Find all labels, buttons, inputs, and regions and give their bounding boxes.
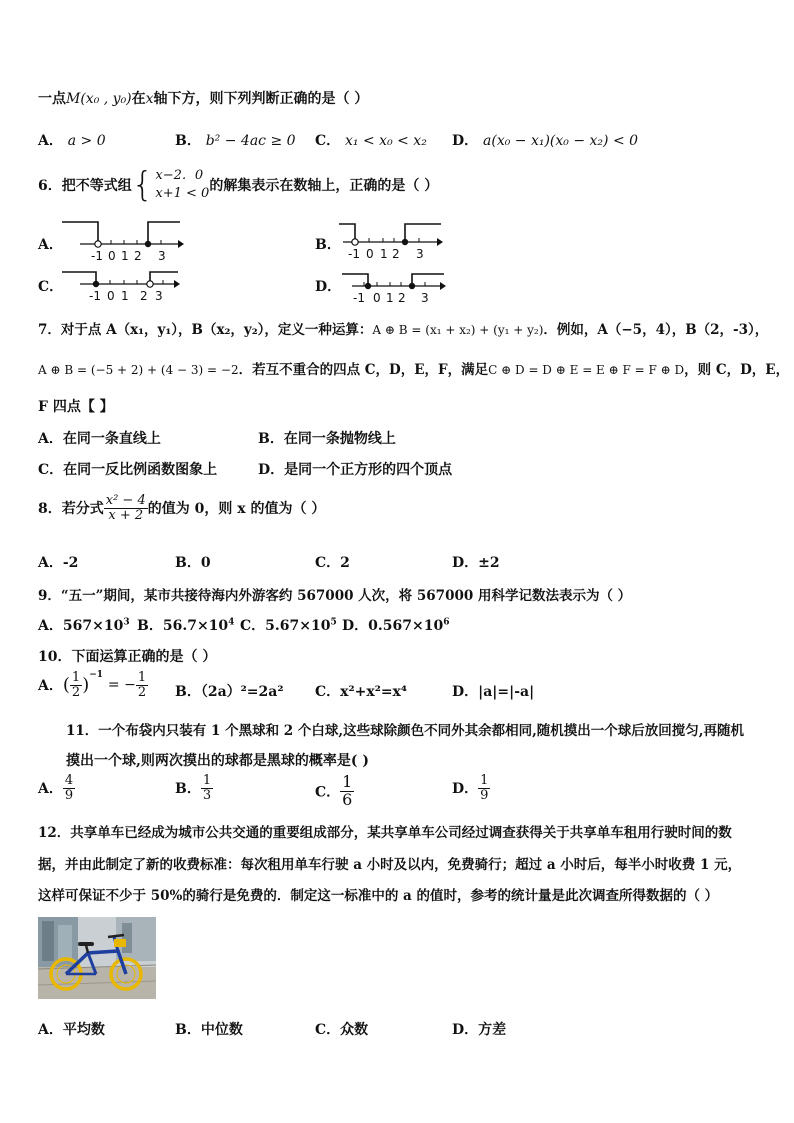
q11-line-1: 11．一个布袋内只装有 1 个黑球和 2 个白球,这些球除颜色不同外其余都相同,随机摸出一个球后放回搅匀,再随机 xyxy=(66,723,744,739)
q10-option-d[interactable]: D．|a|=|-a| xyxy=(452,684,535,700)
fraction-numerator: 1 xyxy=(342,772,353,791)
q6-number-line-c xyxy=(60,266,185,304)
q12-line-2: 据，并由此制定了新的收费标准：每次租用单车行驶 a 小时及以内，免费骑行；超过 a 小时后，每半小时收费 1 元， xyxy=(38,857,742,873)
q6-stem xyxy=(38,167,438,203)
option-label: C． xyxy=(315,1022,341,1038)
q8-option-c[interactable] xyxy=(315,552,350,572)
fraction-denominator: 9 xyxy=(480,787,489,803)
option-text: 0.567×10 xyxy=(368,618,444,634)
equals-sign: = − xyxy=(107,677,136,693)
fraction-denominator: 9 xyxy=(64,787,74,803)
option-text: 平均数 xyxy=(62,1022,105,1038)
option-text: 5.67×10 xyxy=(265,618,331,634)
q7-text: ，则 C，D，E， xyxy=(684,362,790,378)
q8-option-a[interactable] xyxy=(38,552,78,572)
bike-image xyxy=(38,917,156,999)
q10-stem: 10．下面运算正确的是（ ） xyxy=(38,649,217,665)
fraction-denominator: x + 2 xyxy=(108,507,144,523)
q12-option-d[interactable] xyxy=(452,1019,506,1039)
option-text: 众数 xyxy=(340,1022,369,1038)
axis-arrow-icon xyxy=(178,240,184,248)
q8-fraction xyxy=(104,494,148,522)
tick-label: 1 xyxy=(121,289,129,303)
option-fraction xyxy=(201,774,213,802)
option-label: D． xyxy=(452,1022,479,1038)
option-label: D． xyxy=(452,555,479,571)
option-label: B． xyxy=(137,618,163,634)
option-label: D． xyxy=(342,618,369,634)
q7-line-1 xyxy=(38,318,768,338)
tick-label: 3 xyxy=(421,291,429,305)
option-exponent: 6 xyxy=(443,617,450,628)
tick-label: 1 xyxy=(121,249,129,263)
q7-option-a[interactable] xyxy=(38,428,161,448)
option-text: 在同一条抛物线上 xyxy=(283,431,396,447)
option-fraction xyxy=(340,774,354,809)
option-label: A． xyxy=(38,678,63,694)
q7-option-d[interactable] xyxy=(258,459,452,479)
fraction-denominator: 6 xyxy=(342,789,353,809)
option-fraction xyxy=(478,774,490,802)
q7-option-b[interactable] xyxy=(258,428,396,448)
solution-bracket-right xyxy=(412,274,444,286)
q5-x-var: x xyxy=(145,91,154,107)
solid-point-icon xyxy=(145,241,151,247)
option-text: a > 0 xyxy=(67,133,106,149)
option-label: B． xyxy=(175,133,201,149)
q6-number-line-b xyxy=(337,222,447,264)
open-point-icon xyxy=(352,239,358,245)
q12-option-b[interactable] xyxy=(175,1019,243,1039)
tick-label: -1 xyxy=(91,249,103,263)
q12-line-3: 这样可保证不少于 50%的骑行是免费的．制定这一标准中的 a 的值时，参考的统计量是此次调查所得数据的（ ） xyxy=(38,888,719,904)
q11-line-2: 摸出一个球,则两次摸出的球都是黑球的概率是( ) xyxy=(66,753,369,769)
q6-label-d[interactable]: D． xyxy=(315,279,342,295)
tick-label: 3 xyxy=(158,249,166,263)
q5-option-a[interactable] xyxy=(38,130,106,150)
q11-option-a[interactable] xyxy=(38,774,75,802)
q5-option-d[interactable] xyxy=(452,130,638,150)
option-text: 在同一条直线上 xyxy=(62,431,161,447)
tick-label: 2 xyxy=(392,247,400,261)
q7-line-2 xyxy=(38,358,789,378)
option-text: 在同一反比例函数图象上 xyxy=(63,462,218,478)
option-label: D． xyxy=(258,462,285,478)
option-label: D． xyxy=(452,133,479,149)
option-label: B． xyxy=(175,1022,201,1038)
fraction-numerator: 4 xyxy=(64,773,74,788)
q5-stem-a: 一点 xyxy=(38,91,66,107)
solid-point-icon xyxy=(402,239,408,245)
q9-stem: 9．“五一”期间，某市共接待海内外游客约 567000 人次，将 567000 用科学记数法表示为（ ） xyxy=(38,588,632,604)
option-label: C． xyxy=(315,784,341,801)
inequality-row-1: x−2．0 xyxy=(155,168,204,183)
option-text: 2 xyxy=(340,555,350,571)
fraction-numerator: 1 xyxy=(480,773,489,788)
q6-label-a[interactable]: A． xyxy=(38,237,63,253)
q5-stem-c: 轴下方，则下列判断正确的是（ ） xyxy=(153,91,369,107)
bike-seat xyxy=(78,942,94,946)
fraction-numerator: x² − 4 xyxy=(105,493,146,508)
solution-bracket-right xyxy=(405,224,441,242)
option-text: 56.7×10 xyxy=(162,618,229,634)
solid-point-icon xyxy=(365,283,371,289)
q7-text: ．例如，A（−5，4），B（2，-3）， xyxy=(543,322,769,338)
option-fraction xyxy=(63,774,75,802)
option-label: C． xyxy=(315,133,341,149)
q10-result-fraction xyxy=(136,671,148,699)
q7-formula: A ⊕ B = (x₁ + x₂) + (y₁ + y₂) xyxy=(372,323,544,337)
q8-option-b[interactable] xyxy=(175,552,211,572)
option-text: x₁ < x₀ < x₂ xyxy=(345,133,427,149)
fraction-denominator: 2 xyxy=(137,684,147,700)
q12-option-c[interactable] xyxy=(315,1019,368,1039)
option-label: B． xyxy=(175,555,201,571)
option-label: A． xyxy=(38,781,63,798)
option-label: C． xyxy=(38,462,64,478)
option-exponent: −1 xyxy=(89,670,104,680)
q10-option-b[interactable]: B．（2a）²=2a² xyxy=(175,684,284,700)
option-label: A． xyxy=(38,555,63,571)
q11-option-d[interactable] xyxy=(452,774,490,802)
option-exponent: 5 xyxy=(330,617,337,628)
q10-fraction xyxy=(70,671,82,699)
solution-bracket-right xyxy=(148,222,180,244)
option-text: 0 xyxy=(200,555,211,571)
q7-text: ．若互不重合的四点 C，D，E，F，满足 xyxy=(238,362,489,378)
q6-label-c[interactable]: C． xyxy=(38,279,64,295)
q6-number-line-d xyxy=(340,270,450,306)
fraction-numerator: 1 xyxy=(71,669,81,685)
q5-stem xyxy=(38,88,368,108)
q9-option-b[interactable] xyxy=(137,615,234,635)
option-label: D． xyxy=(452,781,479,798)
q7-formula: A ⊕ B = (−5 + 2) + (4 − 3) = −2 xyxy=(38,363,239,377)
q10-option-a[interactable]: A．( $\frac{1}{2}$ )$^{-1}$ = − $\frac{1}{2}$ xyxy=(38,669,147,700)
option-label: A． xyxy=(38,1022,63,1038)
q9-option-c[interactable] xyxy=(240,615,337,635)
q5-option-b[interactable] xyxy=(175,130,296,150)
q7-formula: C ⊕ D = D ⊕ E = E ⊕ F = F ⊕ D xyxy=(488,363,685,377)
solution-bracket-right xyxy=(150,272,178,284)
q11-option-c[interactable] xyxy=(315,774,354,809)
q6-number: 6．把不等式组 xyxy=(38,178,132,194)
option-label: B． xyxy=(175,781,201,798)
shared-bike-photo xyxy=(38,917,156,999)
option-label: C． xyxy=(240,618,266,634)
tick-label: 1 xyxy=(380,247,388,261)
q12-option-a[interactable] xyxy=(38,1019,105,1039)
q5-point: M(x₀ , y₀) xyxy=(66,91,132,107)
tick-label: 2 xyxy=(140,289,148,303)
q5-option-c[interactable] xyxy=(315,130,427,150)
option-text: -2 xyxy=(62,555,79,571)
inequality-row-2: x+1 < 0 xyxy=(155,186,210,201)
tick-label: -1 xyxy=(348,247,360,261)
tick-label: 0 xyxy=(108,249,116,263)
q6-number-line-a xyxy=(60,220,185,265)
fraction-denominator: 2 xyxy=(71,684,81,700)
tick-label: 2 xyxy=(398,291,406,305)
option-exponent: 3 xyxy=(123,617,130,628)
fraction-denominator: 3 xyxy=(202,787,212,803)
tick-label: 0 xyxy=(373,291,381,305)
option-text: 方差 xyxy=(478,1022,507,1038)
q9-option-a[interactable] xyxy=(38,615,130,635)
q6-label-b[interactable]: B． xyxy=(315,237,341,253)
q7-option-c[interactable] xyxy=(38,459,217,479)
option-text: a(x₀ − x₁)(x₀ − x₂) < 0 xyxy=(483,133,639,149)
tick-label: 2 xyxy=(134,249,142,263)
q7-line-3: F 四点【 】 xyxy=(38,399,114,415)
tick-label: 0 xyxy=(366,247,374,261)
q7-text: 7．对于点 A（x₁，y₁），B（x₂，y₂），定义一种运算： xyxy=(38,322,373,338)
open-point-icon xyxy=(95,241,101,247)
option-label: A． xyxy=(38,133,63,149)
option-label: B． xyxy=(258,431,284,447)
solid-point-icon xyxy=(93,281,99,287)
option-text: 是同一个正方形的四个顶点 xyxy=(284,462,453,478)
q10-option-c[interactable]: C．x²+x²=x⁴ xyxy=(315,684,408,700)
option-label: A． xyxy=(38,431,63,447)
option-exponent: 4 xyxy=(228,617,235,628)
open-point-icon xyxy=(147,281,153,287)
tick-label: 0 xyxy=(107,289,115,303)
q8-option-d[interactable] xyxy=(452,552,500,572)
fraction-numerator: 1 xyxy=(202,773,212,788)
option-label: A． xyxy=(38,618,63,634)
fraction-numerator: 1 xyxy=(137,669,147,685)
option-text: ±2 xyxy=(478,555,500,571)
q9-option-d[interactable] xyxy=(342,615,449,635)
option-text: 中位数 xyxy=(200,1022,243,1038)
solid-point-icon xyxy=(409,283,415,289)
option-text: b² − 4ac ≥ 0 xyxy=(205,133,296,149)
tick-label: 3 xyxy=(155,289,163,303)
option-text: 567×10 xyxy=(62,618,124,634)
axis-arrow-icon xyxy=(174,280,180,288)
solution-bracket-left xyxy=(62,272,96,284)
axis-arrow-icon xyxy=(440,282,446,290)
tick-label: 3 xyxy=(416,247,424,261)
q12-line-1: 12．共享单车已经成为城市公共交通的重要组成部分，某共享单车公司经过调查获得关于共享单车租用行驶时间的数 xyxy=(38,825,732,841)
brace-icon: { xyxy=(131,165,154,205)
q11-option-b[interactable] xyxy=(175,774,213,802)
option-label: C． xyxy=(315,555,341,571)
tick-label: 1 xyxy=(386,291,394,305)
q8-text: 8．若分式 xyxy=(38,501,104,518)
inequality-system xyxy=(132,167,210,203)
tick-label: -1 xyxy=(353,291,365,305)
tick-label: -1 xyxy=(89,289,101,303)
axis-arrow-icon xyxy=(437,238,443,246)
q8-stem xyxy=(38,494,325,522)
q5-stem-b: 在 xyxy=(131,91,146,107)
q8-text: 的值为 0，则 x 的值为（ ） xyxy=(147,501,326,518)
q6-tail: 的解集表示在数轴上，正确的是（ ） xyxy=(209,178,439,194)
solution-bracket-left xyxy=(62,222,98,244)
